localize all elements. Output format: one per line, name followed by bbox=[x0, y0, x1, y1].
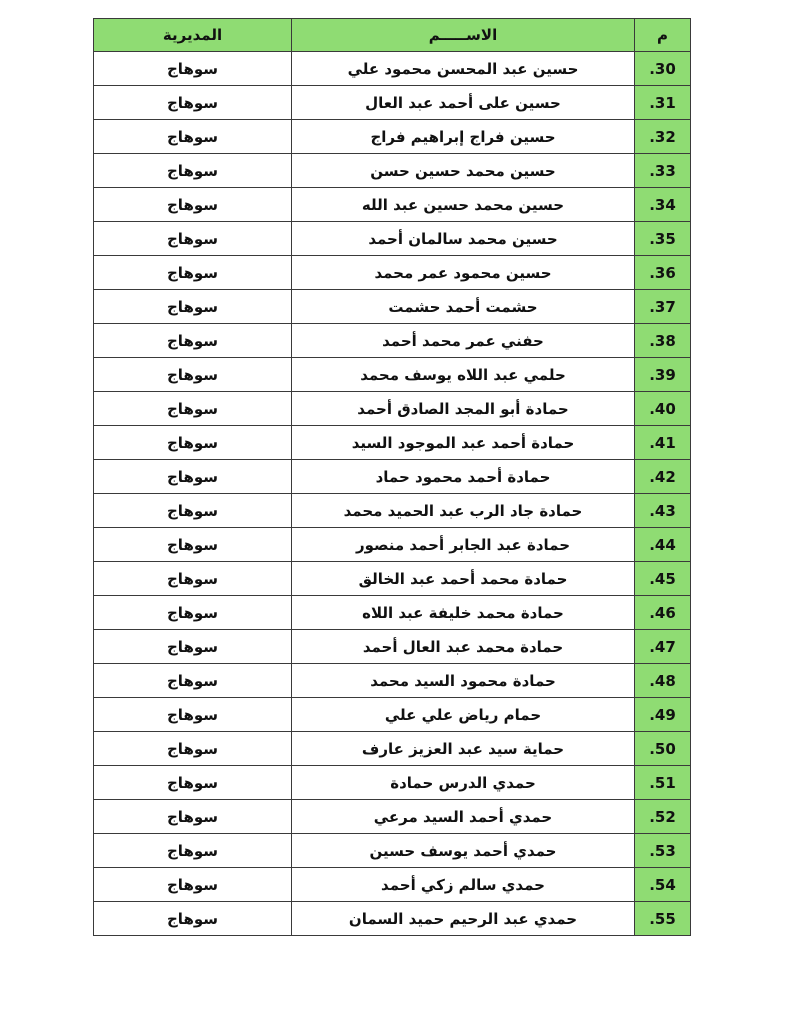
directorate-cell: سوهاج bbox=[94, 290, 292, 324]
directorate-cell: سوهاج bbox=[94, 188, 292, 222]
name-cell: حسين محمود عمر محمد bbox=[292, 256, 635, 290]
number-cell: .52 bbox=[635, 800, 691, 834]
name-cell: حمادة محمد أحمد عبد الخالق bbox=[292, 562, 635, 596]
number-cell: .54 bbox=[635, 868, 691, 902]
name-cell: حمادة محمود السيد محمد bbox=[292, 664, 635, 698]
number-cell: .30 bbox=[635, 52, 691, 86]
table-row bbox=[94, 460, 691, 494]
table-row bbox=[94, 324, 691, 358]
name-cell: حشمت أحمد حشمت bbox=[292, 290, 635, 324]
table-row bbox=[94, 222, 691, 256]
number-cell: .33 bbox=[635, 154, 691, 188]
number-cell: .38 bbox=[635, 324, 691, 358]
name-cell: حمادة جاد الرب عبد الحميد محمد bbox=[292, 494, 635, 528]
name-cell: حمادة عبد الجابر أحمد منصور bbox=[292, 528, 635, 562]
directorate-cell: سوهاج bbox=[94, 562, 292, 596]
directorate-cell: سوهاج bbox=[94, 256, 292, 290]
name-cell: حمدي عبد الرحيم حميد السمان bbox=[292, 902, 635, 936]
number-cell: .50 bbox=[635, 732, 691, 766]
table-row bbox=[94, 528, 691, 562]
table-row bbox=[94, 256, 691, 290]
table-row bbox=[94, 392, 691, 426]
number-cell: .49 bbox=[635, 698, 691, 732]
table-row bbox=[94, 664, 691, 698]
column-header-number: م bbox=[635, 19, 691, 52]
table-row bbox=[94, 426, 691, 460]
table-row bbox=[94, 834, 691, 868]
directorate-cell: سوهاج bbox=[94, 664, 292, 698]
number-cell: .31 bbox=[635, 86, 691, 120]
table-body bbox=[94, 52, 691, 936]
table-row bbox=[94, 86, 691, 120]
directorate-cell: سوهاج bbox=[94, 52, 292, 86]
name-cell: حسين محمد سالمان أحمد bbox=[292, 222, 635, 256]
table-row bbox=[94, 868, 691, 902]
directorate-cell: سوهاج bbox=[94, 800, 292, 834]
names-table bbox=[93, 18, 691, 936]
table-row bbox=[94, 52, 691, 86]
number-cell: .44 bbox=[635, 528, 691, 562]
table-row bbox=[94, 358, 691, 392]
directorate-cell: سوهاج bbox=[94, 392, 292, 426]
name-cell: حسين عبد المحسن محمود علي bbox=[292, 52, 635, 86]
number-cell: .36 bbox=[635, 256, 691, 290]
name-cell: حمادة محمد خليفة عبد اللاه bbox=[292, 596, 635, 630]
number-cell: .47 bbox=[635, 630, 691, 664]
directorate-cell: سوهاج bbox=[94, 154, 292, 188]
number-cell: .53 bbox=[635, 834, 691, 868]
table-row bbox=[94, 188, 691, 222]
name-cell: حمادة أحمد عبد الموجود السيد bbox=[292, 426, 635, 460]
directorate-cell: سوهاج bbox=[94, 86, 292, 120]
table-header-row bbox=[94, 19, 691, 52]
number-cell: .32 bbox=[635, 120, 691, 154]
table-row bbox=[94, 902, 691, 936]
name-cell: حمادة أحمد محمود حماد bbox=[292, 460, 635, 494]
name-cell: حسين فراج إبراهيم فراج bbox=[292, 120, 635, 154]
table-row bbox=[94, 596, 691, 630]
directorate-cell: سوهاج bbox=[94, 630, 292, 664]
name-cell: حفني عمر محمد أحمد bbox=[292, 324, 635, 358]
directorate-cell: سوهاج bbox=[94, 902, 292, 936]
table-row bbox=[94, 630, 691, 664]
number-cell: .40 bbox=[635, 392, 691, 426]
table-row bbox=[94, 562, 691, 596]
number-cell: .48 bbox=[635, 664, 691, 698]
directorate-cell: سوهاج bbox=[94, 358, 292, 392]
number-cell: .43 bbox=[635, 494, 691, 528]
number-cell: .46 bbox=[635, 596, 691, 630]
number-cell: .51 bbox=[635, 766, 691, 800]
table-row bbox=[94, 154, 691, 188]
directorate-cell: سوهاج bbox=[94, 766, 292, 800]
number-cell: .55 bbox=[635, 902, 691, 936]
table-row bbox=[94, 120, 691, 154]
name-cell: حلمي عبد اللاه يوسف محمد bbox=[292, 358, 635, 392]
directorate-cell: سوهاج bbox=[94, 596, 292, 630]
directorate-cell: سوهاج bbox=[94, 460, 292, 494]
name-cell: حمام رياض علي علي bbox=[292, 698, 635, 732]
directorate-cell: سوهاج bbox=[94, 494, 292, 528]
name-cell: حمدي الدرس حمادة bbox=[292, 766, 635, 800]
table-row bbox=[94, 732, 691, 766]
name-cell: حمدي سالم زكي أحمد bbox=[292, 868, 635, 902]
name-cell: حمدي أحمد يوسف حسين bbox=[292, 834, 635, 868]
name-cell: حمادة أبو المجد الصادق أحمد bbox=[292, 392, 635, 426]
name-cell: حسين على أحمد عبد العال bbox=[292, 86, 635, 120]
directorate-cell: سوهاج bbox=[94, 120, 292, 154]
directorate-cell: سوهاج bbox=[94, 324, 292, 358]
directorate-cell: سوهاج bbox=[94, 868, 292, 902]
directorate-cell: سوهاج bbox=[94, 834, 292, 868]
number-cell: .35 bbox=[635, 222, 691, 256]
number-cell: .39 bbox=[635, 358, 691, 392]
column-header-name: الاســـــم bbox=[292, 19, 635, 52]
name-cell: حمادة محمد عبد العال أحمد bbox=[292, 630, 635, 664]
table-row bbox=[94, 290, 691, 324]
name-cell: حماية سيد عبد العزيز عارف bbox=[292, 732, 635, 766]
number-cell: .42 bbox=[635, 460, 691, 494]
directorate-cell: سوهاج bbox=[94, 426, 292, 460]
table-row bbox=[94, 800, 691, 834]
number-cell: .37 bbox=[635, 290, 691, 324]
table-row bbox=[94, 766, 691, 800]
table-row bbox=[94, 494, 691, 528]
name-cell: حسين محمد حسين عبد الله bbox=[292, 188, 635, 222]
directorate-cell: سوهاج bbox=[94, 222, 292, 256]
directorate-cell: سوهاج bbox=[94, 698, 292, 732]
number-cell: .45 bbox=[635, 562, 691, 596]
number-cell: .34 bbox=[635, 188, 691, 222]
name-cell: حسين محمد حسين حسن bbox=[292, 154, 635, 188]
number-cell: .41 bbox=[635, 426, 691, 460]
directorate-cell: سوهاج bbox=[94, 732, 292, 766]
table-row bbox=[94, 698, 691, 732]
name-cell: حمدي أحمد السيد مرعي bbox=[292, 800, 635, 834]
column-header-directorate: المديرية bbox=[94, 19, 292, 52]
directorate-cell: سوهاج bbox=[94, 528, 292, 562]
